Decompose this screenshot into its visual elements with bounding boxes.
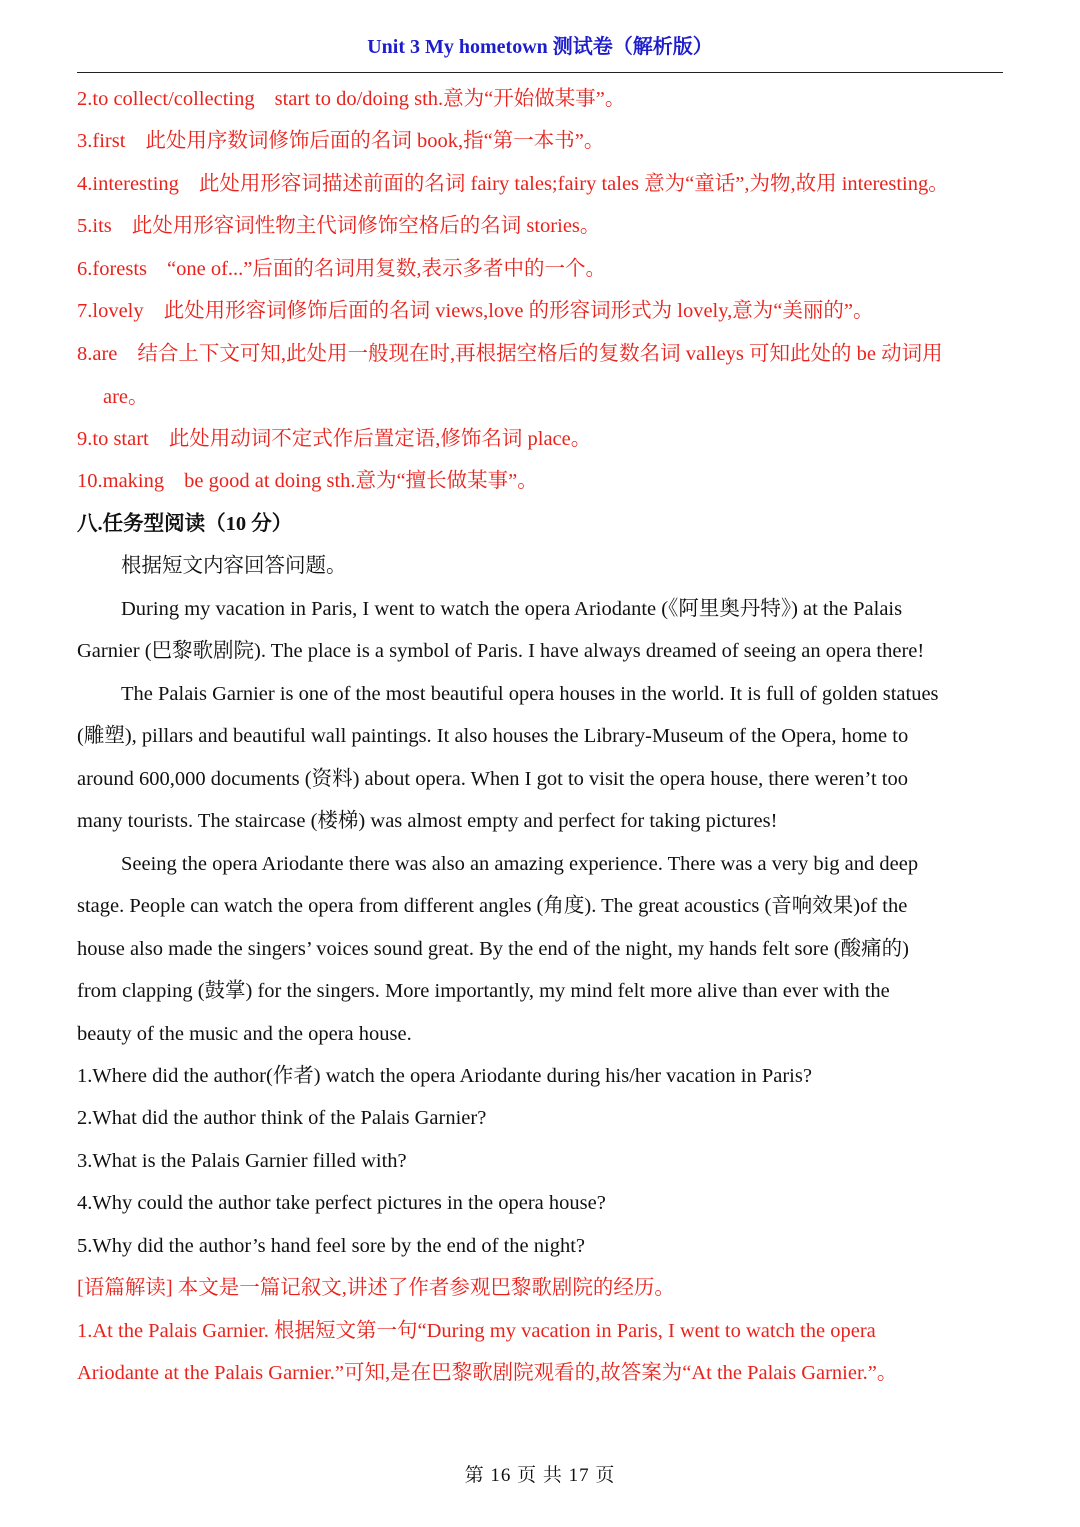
header-divider [77,72,1003,73]
passage-line: around 600,000 documents (资料) about opera. When I got to visit the opera house, there weren’t too [77,768,908,790]
passage-line: Garnier (巴黎歌剧院). The place is a symbol of Paris. I have always dreamed of seeing an opera there! [77,640,925,662]
question-item: 3.What is the Palais Garnier filled with? [77,1150,407,1172]
answer-continuation [103,383,149,411]
passage-line: from clapping (鼓掌) for the singers. More importantly, my mind felt more alive than ever with the [77,980,890,1002]
answer-explanation: start to do/doing sth.意为“开始做某事”。 [274,88,626,110]
answer-key: 6.forests [77,258,148,280]
answer-line [77,212,600,240]
answer-key: 2.to collect/collecting [77,88,255,110]
section-instruction: 根据短文内容回答问题。 [121,555,347,577]
answer-explanation: be good at doing sth.意为“擅长做某事”。 [184,470,538,492]
answer-key: 10.making [77,470,165,492]
answer-key: 7.lovely [77,300,144,322]
passage-analysis: [语篇解读] 本文是一篇记叙文,讲述了作者参观巴黎歌剧院的经历。 [77,1277,675,1299]
passage-line: beauty of the music and the opera house. [77,1023,412,1045]
passage-line: The Palais Garnier is one of the most beautiful opera houses in the world. It is full of golden statues [121,683,939,705]
question-item: 2.What did the author think of the Palais Garnier? [77,1107,487,1129]
answer-explanation: “one of...”后面的名词用复数,表示多者中的一个。 [167,258,607,280]
answer-explanation: are。 [103,386,149,408]
answer-continuation: Ariodante at the Palais Garnier.”可知,是在巴黎歌剧院观看的,故答案为“At the Palais Garnier.”。 [77,1362,898,1384]
answer-line [77,170,949,198]
answer-line [77,467,538,495]
question-item: 4.Why could the author take perfect pictures in the opera house? [77,1192,606,1214]
passage-line: many tourists. The staircase (楼梯) was almost empty and perfect for taking pictures! [77,810,778,832]
passage-line: (雕塑), pillars and beautiful wall paintings. It also houses the Library-Museum of the Opera, home to [77,725,909,747]
answer-explanation: 此处用形容词描述前面的名词 fairy tales;fairy tales 意为“童话”,为物,故用 interesting。 [198,173,949,195]
question-item: 5.Why did the author’s hand feel sore by the end of the night? [77,1235,585,1257]
answer-key: 8.are [77,343,118,365]
answer-line: 1.At the Palais Garnier. 根据短文第一句“During my vacation in Paris, I went to watch the opera [77,1320,876,1342]
answer-explanation: 此处用形容词性物主代词修饰空格后的名词 stories。 [131,215,601,237]
section-title: 八.任务型阅读（10 分） [77,513,293,535]
question-item: 1.Where did the author(作者) watch the opera Ariodante during his/her vacation in Paris? [77,1065,812,1087]
answer-key: 4.interesting [77,173,179,195]
answer-key: 5.its [77,215,112,237]
passage-line: house also made the singers’ voices sound great. By the end of the night, my hands felt sore (酸痛的) [77,938,909,960]
answer-explanation: 结合上下文可知,此处用一般现在时,再根据空格后的复数名词 valleys 可知此处的 be 动词用 [137,343,943,365]
page-number: 第 16 页 共 17 页 [464,1465,616,1486]
answer-line [77,85,625,113]
answer-key: 3.first [77,130,126,152]
answer-explanation: 此处用动词不定式作后置定语,修饰名词 place。 [168,428,592,450]
passage-line: During my vacation in Paris, I went to watch the opera Ariodante (《阿里奥丹特》) at the Palais [121,598,903,620]
passage-line: stage. People can watch the opera from different angles (角度). The great acoustics (音响效果)of the [77,895,908,917]
answer-line [77,425,591,453]
answer-line [77,127,604,155]
answer-key: 9.to start [77,428,149,450]
answer-line [77,255,606,283]
answer-line [77,297,873,325]
answer-explanation: 此处用形容词修饰后面的名词 views,love 的形容词形式为 lovely,意为“美丽的”。 [163,300,874,322]
passage-line: Seeing the opera Ariodante there was also an amazing experience. There was a very big and deep [121,853,919,875]
answer-explanation: 此处用序数词修饰后面的名词 book,指“第一本书”。 [145,130,605,152]
page-header-title: Unit 3 My hometown 测试卷（解析版） [367,36,713,58]
answer-line [77,340,943,368]
